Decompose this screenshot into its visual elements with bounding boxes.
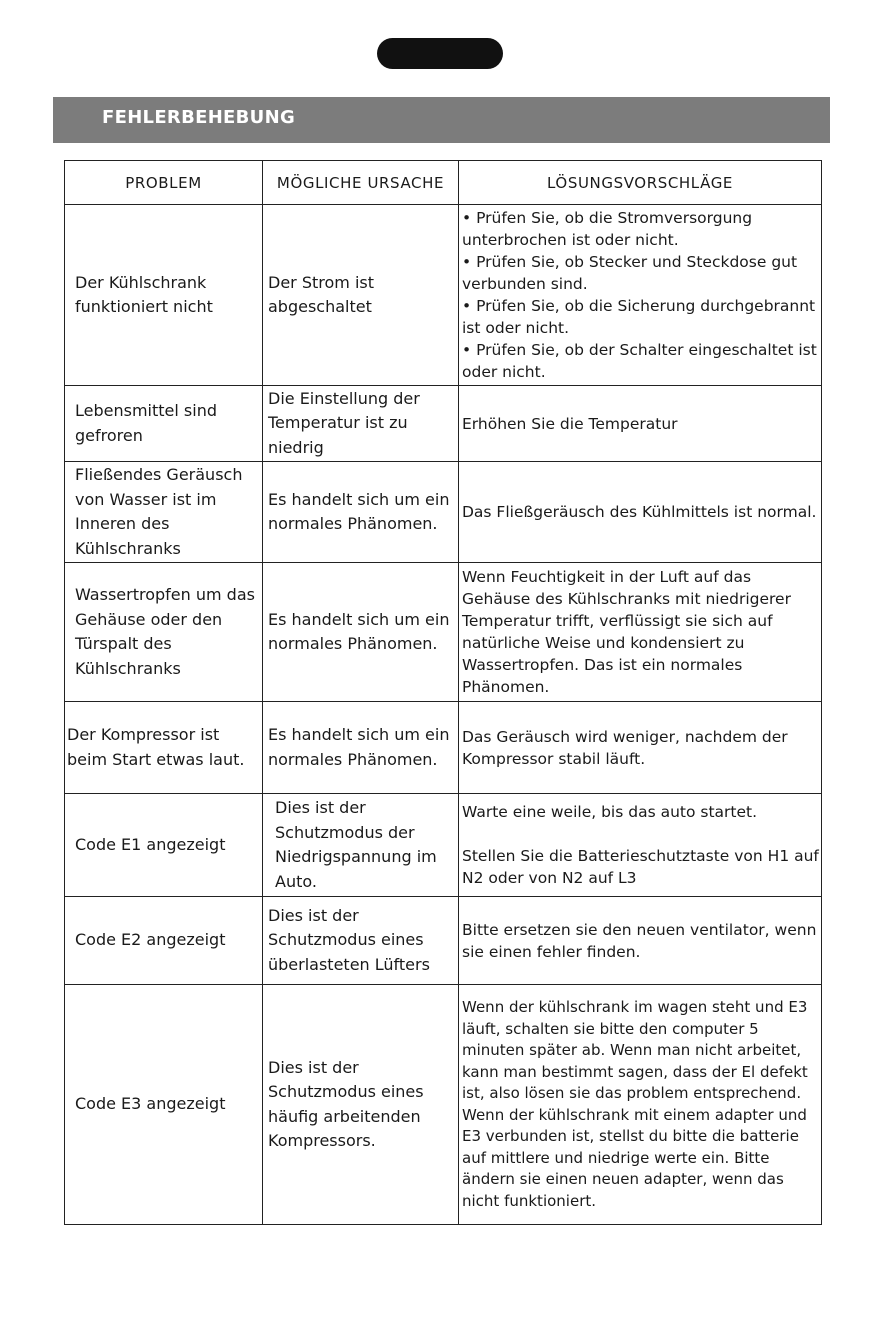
problem-cell: Code E2 angezeigt [65,897,263,985]
solution-line: Wenn der kühlschrank im wagen steht und E3 läuft, schalten sie bitte den computer 5 minuten später ab. Wenn man nicht arbeitet, kann man bestimmt sagen, dass der El defekt ist, also lösen sie das problem entsprechend. [462,998,808,1102]
troubleshooting-table [64,160,822,1225]
table-row [65,205,822,386]
solution-line: Stellen Sie die Batterieschutztaste von H1 auf N2 oder von N2 auf L3 [462,847,819,887]
solution-line: • Prüfen Sie, ob die Stromversorgung unterbrochen ist oder nicht. [462,209,753,249]
section-title: FEHLERBEHEBUNG [102,107,296,128]
solution-line: Bitte ersetzen sie den neuen ventilator, wenn sie einen fehler finden. [462,920,817,961]
solution-line: Wenn Feuchtigkeit in der Luft auf das Gehäuse des Kühlschranks mit niedrigerer Temperatur trifft, verflüssigt sie sich auf natürliche Weise und kondensiert zu Wassertropfen. Das ist ein normales Phänomen. [462,568,791,696]
solution-cell [459,462,822,563]
problem-cell: Der Kompressor ist beim Start etwas laut. [65,702,263,794]
cause-cell: Dies ist der Schutzmodus der Niedrigspannung im Auto. [263,794,459,897]
solution-line: • Prüfen Sie, ob der Schalter eingeschaltet ist oder nicht. [462,341,817,381]
solution-cell [459,897,822,985]
cause-cell: Die Einstellung der Temperatur ist zu niedrig [263,386,459,462]
solution-cell [459,702,822,794]
table-row [65,794,822,897]
solution-line: • Prüfen Sie, ob die Sicherung durchgebrannt ist oder nicht. [462,297,816,337]
solution-line: Erhöhen Sie die Temperatur [462,414,678,433]
cause-cell: Dies ist der Schutzmodus eines häufig arbeitenden Kompressors. [263,985,459,1225]
header-solution: LÖSUNGSVORSCHLÄGE [459,161,822,205]
solution-line: Das Geräusch wird weniger, nachdem der Kompressor stabil läuft. [462,727,788,768]
problem-cell: Fließendes Geräusch von Wasser ist im Inneren des Kühlschranks [65,462,263,563]
cause-cell: Dies ist der Schutzmodus eines überlasteten Lüfters [263,897,459,985]
header-problem: PROBLEM [65,161,263,205]
table-row [65,462,822,563]
table-header-row [65,161,822,205]
cause-cell: Es handelt sich um ein normales Phänomen. [263,702,459,794]
solution-line: • Prüfen Sie, ob Stecker und Steckdose gut verbunden sind. [462,253,798,293]
solution-line: Warte eine weile, bis das auto startet. [462,803,758,821]
solution-line: Wenn der kühlschrank mit einem adapter und E3 verbunden ist, stellst du bitte die batterie auf mittlere und niedrige werte ein. Bitte ändern sie einen neuen adapter, wenn das nicht funktioniert. [462,1105,807,1210]
solution-cell [459,205,822,386]
problem-cell: Der Kühlschrank funktioniert nicht [65,205,263,386]
solution-cell [459,386,822,462]
table-row [65,563,822,702]
header-cause: MÖGLICHE URSACHE [263,161,459,205]
cause-cell: Der Strom ist abgeschaltet [263,205,459,386]
problem-cell: Lebensmittel sind gefroren [65,386,263,462]
header-tab-marker [377,38,503,69]
cause-cell: Es handelt sich um ein normales Phänomen. [263,462,459,563]
solution-line: Das Fließgeräusch des Kühlmittels ist normal. [462,503,817,521]
table-row [65,985,822,1225]
problem-cell: Code E3 angezeigt [65,985,263,1225]
solution-cell [459,563,822,702]
solution-cell [459,985,822,1225]
table-row [65,386,822,462]
cause-cell: Es handelt sich um ein normales Phänomen. [263,563,459,702]
table-row [65,897,822,985]
solution-cell [459,794,822,897]
table-row [65,702,822,794]
problem-cell: Code E1 angezeigt [65,794,263,897]
problem-cell: Wassertropfen um das Gehäuse oder den Türspalt des Kühlschranks [65,563,263,702]
section-banner [53,97,830,143]
